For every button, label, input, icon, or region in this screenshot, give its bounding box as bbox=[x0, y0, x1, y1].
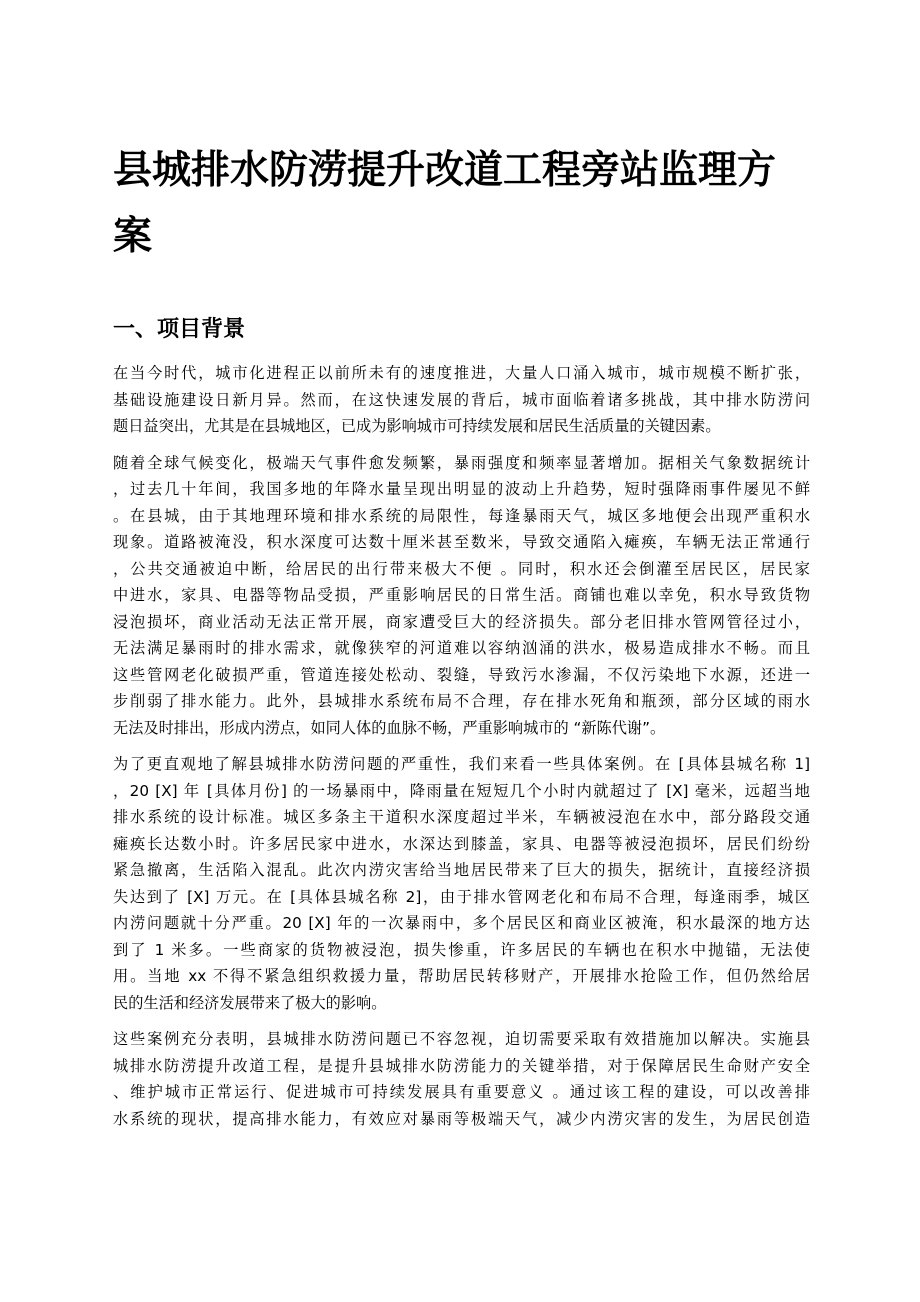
paragraph-line: 用。当地 xx 不得不紧急组织救援力量，帮助居民转移财产，开展排水抢险工作，但仍然给居 bbox=[113, 967, 810, 985]
paragraph-line: 瘫痪长达数小时。许多居民家中进水，水深达到膝盖，家具、电器等被浸泡损坏，居民们纷纷 bbox=[113, 834, 810, 853]
paragraph-line: 失达到了 [X] 万元。在 [具体县城名称 2]，由于排水管网老化和布局不合理，每逢雨季，城区 bbox=[113, 887, 810, 906]
body-paragraph bbox=[113, 360, 810, 440]
document-title-line: 县城排水防涝提升改道工程旁站监理方 bbox=[113, 148, 777, 193]
paragraph-line: 排水系统的设计标准。城区多条主干道积水深度超过半米，车辆被浸泡在水中，部分路段交通 bbox=[113, 808, 810, 826]
paragraph-line: ，过去几十年间，我国多地的年降水量呈现出明显的波动上升趋势，短时强降雨事件屡见不鲜 bbox=[113, 480, 810, 498]
document-title bbox=[113, 138, 810, 270]
paragraph-line: 水系统的现状，提高排水能力，有效应对暴雨等极端天气，减少内涝灾害的发生，为居民创造 bbox=[113, 1109, 810, 1128]
paragraph-line: 内涝问题就十分严重。20 [X] 年的一次暴雨中，多个居民区和商业区被淹，积水最深的地方达 bbox=[113, 914, 810, 932]
paragraph-line: 在当今时代，城市化进程正以前所未有的速度推进，大量人口涌入城市，城市规模不断扩张， bbox=[113, 364, 810, 382]
paragraph-line: 民的生活和经济发展带来了极大的影响。 bbox=[113, 993, 387, 1012]
body-paragraph bbox=[113, 751, 810, 1016]
paragraph-line: 步削弱了排水能力。此外，县城排水系统布局不合理，存在排水死角和瓶颈，部分区域的雨水 bbox=[113, 692, 810, 710]
paragraph-line: ，公共交通被迫中断，给居民的出行带来极大不便 。同时，积水还会倒灌至居民区，居民家 bbox=[113, 559, 810, 578]
paragraph-line: 浸泡损坏，商业活动无法正常开展，商家遭受巨大的经济损失。部分老旧排水管网管径过小， bbox=[113, 612, 810, 631]
paragraph-line: 。在县城，由于其地理环境和排水系统的局限性，每逢暴雨天气，城区多地便会出现严重积水 bbox=[113, 506, 810, 525]
paragraph-line: 题日益突出，尤其是在县城地区，已成为影响城市可持续发展和居民生活质量的关键因素。 bbox=[113, 417, 721, 435]
paragraph-line: 、维护城市正常运行、促进城市可持续发展具有重要意义 。通过该工程的建设，可以改善排 bbox=[113, 1083, 810, 1101]
paragraph-line: 这些管网老化破损严重，管道连接处松动、裂缝，导致污水渗漏，不仅污染地下水源，还进一 bbox=[113, 665, 810, 684]
paragraph-line: 无法满足暴雨时的排水需求，就像狭窄的河道难以容纳汹涌的洪水，极易造成排水不畅。而且 bbox=[113, 639, 810, 657]
paragraph-line: 到了 1 米多。一些商家的货物被浸泡，损失惨重，许多居民的车辆也在积水中抛锚，无法使 bbox=[113, 940, 810, 959]
body-paragraph bbox=[113, 1026, 810, 1132]
document-body bbox=[113, 360, 810, 1142]
paragraph-line: 现象。道路被淹没，积水深度可达数十厘米甚至数米，导致交通陷入瘫痪，车辆无法正常通行 bbox=[113, 533, 810, 551]
paragraph-line: 这些案例充分表明，县城排水防涝问题已不容忽视，迫切需要采取有效措施加以解决。实施县 bbox=[113, 1030, 810, 1048]
paragraph-line: 为了更直观地了解县城排水防涝问题的严重性，我们来看一些具体案例。在 [具体县城名称 1] bbox=[113, 755, 810, 773]
body-paragraph bbox=[113, 450, 810, 742]
paragraph-line: 基础设施建设日新月异。然而，在这快速发展的背后，城市面临着诸多挑战，其中排水防涝问 bbox=[113, 390, 810, 409]
section-heading-project-background: 一、项目背景 bbox=[113, 317, 246, 342]
paragraph-line: 无法及时排出，形成内涝点，如同人体的血脉不畅，严重影响城市的 “新陈代谢”。 bbox=[113, 718, 666, 737]
paragraph-line: 紧急撤离，生活陷入混乱。此次内涝灾害给当地居民带来了巨大的损失，据统计，直接经济损 bbox=[113, 861, 810, 879]
paragraph-line: 随着全球气候变化，极端天气事件愈发频繁，暴雨强度和频率显著增加。据相关气象数据统计 bbox=[113, 453, 810, 472]
paragraph-line: 城排水防涝提升改道工程，是提升县城排水防涝能力的关键举措，对于保障居民生命财产安全 bbox=[113, 1056, 810, 1075]
paragraph-line: 中进水，家具、电器等物品受损，严重影响居民的日常生活。商铺也难以幸免，积水导致货物 bbox=[113, 586, 810, 604]
paragraph-line: ，20 [X] 年 [具体月份] 的一场暴雨中，降雨量在短短几个小时内就超过了 [X] 毫米，远超当地 bbox=[113, 781, 810, 800]
document-title-line: 案 bbox=[113, 214, 153, 259]
